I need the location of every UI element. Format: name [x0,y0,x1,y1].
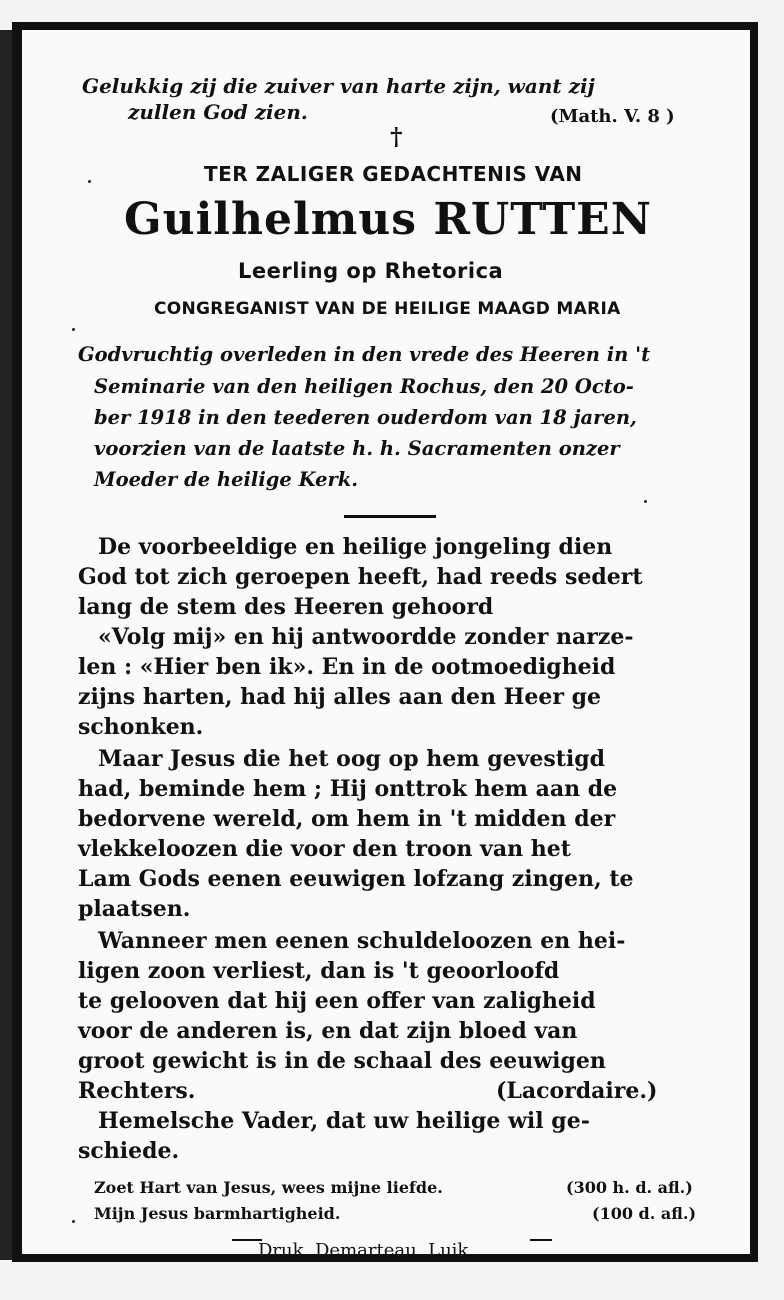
scripture-quote-line-1: Gelukkig zij die zuiver van harte zijn, want zij [82,74,595,98]
separator-rule [344,515,436,518]
eulogy-line: Lam Gods eenen eeuwigen lofzang zingen, te [78,866,634,892]
indulgence-prayer: Zoet Hart van Jesus, wees mijne liefde. [94,1178,443,1197]
dedication-heading: TER ZALIGER GEDACHTENIS VAN [204,162,583,186]
eulogy-line: bedorvene wereld, om hem in 't midden der [78,806,616,832]
congregation-line: CONGREGANIST VAN DE HEILIGE MAAGD MARIA [154,299,621,319]
eulogy-line: «Volg mij» en hij antwoordde zonder narze- [98,624,634,650]
eulogy-line: len : «Hier ben ik». En in de ootmoedigheid [78,654,616,680]
eulogy-line: plaatsen. [78,896,191,922]
eulogy-line: voor de anderen is, en dat zijn bloed van [78,1018,578,1044]
eulogy-line: had, beminde hem ; Hij onttrok hem aan de [78,776,618,802]
eulogy-line: ligen zoon verliest, dan is 't geoorloofd [78,958,560,984]
cross-icon: † [390,122,403,151]
printer-credit: Druk. Demarteau, Luik. [258,1240,475,1261]
quote-attribution: (Lacordaire.) [496,1078,658,1104]
scan-speck [72,328,75,331]
indulgence-value: (100 d. afl.) [592,1204,697,1223]
eulogy-line: De voorbeeldige en heilige jongeling dien [98,534,613,560]
indulgence-value: (300 h. d. afl.) [566,1178,693,1197]
deceased-role: Leerling op Rhetorica [238,259,504,283]
eulogy-line: Rechters. [78,1078,196,1104]
eulogy-line: Hemelsche Vader, dat uw heilige wil ge- [98,1108,590,1134]
eulogy-line: schiede. [78,1138,180,1164]
eulogy-line: lang de stem des Heeren gehoord [78,594,494,620]
indulgence-prayer: Mijn Jesus barmhartigheid. [94,1204,341,1223]
death-notice-line: Moeder de heilige Kerk. [94,468,359,491]
deceased-name: Guilhelmus RUTTEN [124,194,652,245]
scripture-quote-line-2: zullen God zien. [128,100,308,124]
death-notice-line: voorzien van de laatste h. h. Sacramenten onzer [94,437,620,460]
scan-speck [644,500,647,503]
eulogy-line: Maar Jesus die het oog op hem gevestigd [98,746,606,772]
eulogy-line: vlekkeloozen die voor den troon van het [78,836,571,862]
death-notice-line: Seminarie van den heiligen Rochus, den 20 Octo- [94,375,634,398]
scan-speck [72,1220,75,1223]
printer-dash-right [530,1239,552,1241]
eulogy-line: God tot zich geroepen heeft, had reeds sedert [78,564,643,590]
memorial-card [12,22,758,1262]
scripture-reference: (Math. V. 8 ) [550,106,675,127]
eulogy-line: te gelooven dat hij een offer van zaligheid [78,988,596,1014]
card-left-shadow [0,30,12,1260]
death-notice-line: ber 1918 in den teederen ouderdom van 18 jaren, [94,406,637,429]
death-notice-line: Godvruchtig overleden in den vrede des Heeren in 't [78,343,651,366]
eulogy-line: groot gewicht is in de schaal des eeuwigen [78,1048,606,1074]
eulogy-line: Wanneer men eenen schuldeloozen en hei- [98,928,626,954]
eulogy-line: zijns harten, had hij alles aan den Heer ge [78,684,602,710]
scan-speck [88,180,91,183]
eulogy-line: schonken. [78,714,204,740]
